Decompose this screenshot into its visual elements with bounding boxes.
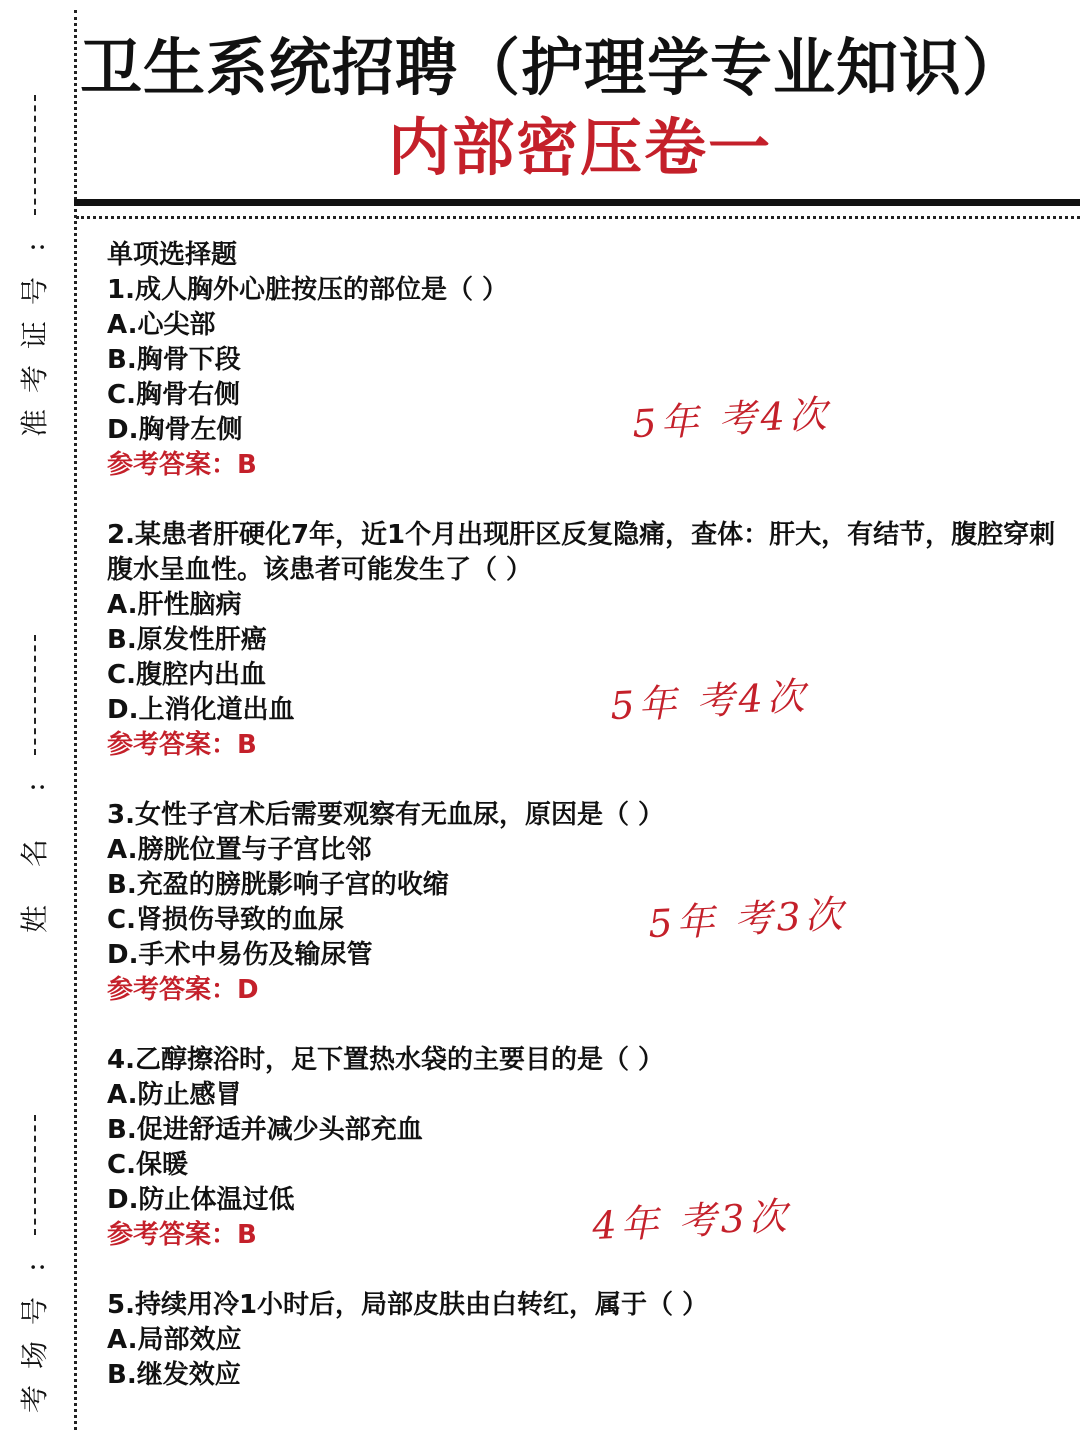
option-a: A.膀胱位置与子宫比邻 <box>107 835 372 865</box>
option-c: C.腹腔内出血 <box>107 660 266 690</box>
exam-room-label-char: 号 <box>17 1296 51 1326</box>
exam-room-field <box>10 1115 60 1421</box>
name-label-char: 姓 <box>17 904 51 934</box>
page-title: 卫生系统招聘（护理学专业知识） <box>80 31 1026 104</box>
option-a: A.心尖部 <box>107 310 216 340</box>
option-a: A.肝性脑病 <box>107 590 242 620</box>
option-d: D.胸骨左侧 <box>107 415 243 445</box>
option-d: D.手术中易伤及输尿管 <box>107 940 373 970</box>
option-d: D.防止体温过低 <box>107 1185 295 1215</box>
exam-id-label-char: : <box>18 242 51 252</box>
question-text: 1.成人胸外心脏按压的部位是（ ） <box>107 275 509 305</box>
exam-room-label-char: : <box>18 1262 51 1272</box>
section-title: 单项选择题 <box>107 240 238 270</box>
name-field <box>10 635 60 941</box>
exam-id-label-char: 准 <box>17 408 51 438</box>
option-b: B.充盈的膀胱影响子宫的收缩 <box>107 870 449 900</box>
page-subtitle: 内部密压卷一 <box>387 111 772 184</box>
option-a: A.局部效应 <box>107 1325 242 1355</box>
frequency-note-2: 5年 考4次 <box>609 673 810 729</box>
option-d: D.上消化道出血 <box>107 695 295 725</box>
question-3 <box>107 798 1067 1008</box>
exam-id-label-char: 考 <box>17 364 51 394</box>
exam-room-label-char: 场 <box>17 1340 51 1370</box>
exam-room-blank <box>34 1115 36 1235</box>
option-c: C.肾损伤导致的血尿 <box>107 905 344 935</box>
exam-id-blank <box>34 95 36 215</box>
question-5 <box>107 1288 1067 1393</box>
option-b: B.原发性肝癌 <box>107 625 267 655</box>
option-c: C.保暖 <box>107 1150 188 1180</box>
answer-key: 参考答案：B <box>107 730 257 760</box>
exam-id-field <box>10 95 60 445</box>
header-divider <box>74 199 1080 206</box>
option-c: C.胸骨右侧 <box>107 380 240 410</box>
exam-id-label-char: 证 <box>17 320 51 350</box>
question-2 <box>107 518 1067 763</box>
header-dotted-divider <box>76 216 1080 219</box>
name-label-char: 名 <box>17 838 51 868</box>
question-4 <box>107 1043 1067 1253</box>
option-b: B.胸骨下段 <box>107 345 241 375</box>
answer-key: 参考答案：B <box>107 450 257 480</box>
frequency-note-4: 4年 考3次 <box>591 1193 792 1249</box>
exam-id-label-char: 号 <box>17 276 51 306</box>
question-text: 5.持续用冷1小时后，局部皮肤由白转红，属于（ ） <box>107 1290 709 1320</box>
question-list <box>107 238 1067 1428</box>
frequency-note-3: 5年 考3次 <box>647 891 848 947</box>
exam-room-label-char: 考 <box>17 1384 51 1414</box>
option-b: B.继发效应 <box>107 1360 241 1390</box>
answer-key: 参考答案：B <box>107 1220 257 1250</box>
option-a: A.防止感冒 <box>107 1080 242 1110</box>
question-1 <box>107 273 1067 483</box>
question-text: 3.女性子宫术后需要观察有无血尿，原因是（ ） <box>107 800 665 830</box>
question-text: 4.乙醇擦浴时，足下置热水袋的主要目的是（ ） <box>107 1045 665 1075</box>
question-text: 2.某患者肝硬化7年，近1个月出现肝区反复隐痛，查体：肝大，有结节，腹腔穿刺腹水呈血性。该患者可能发生了（ ） <box>107 520 1056 585</box>
name-blank <box>34 635 36 755</box>
frequency-note-1: 5年 考4次 <box>631 391 832 447</box>
option-b: B.促进舒适并减少头部充血 <box>107 1115 423 1145</box>
answer-key: 参考答案：D <box>107 975 259 1005</box>
name-label-char: : <box>18 782 51 792</box>
binding-dotted-line <box>74 10 77 1430</box>
